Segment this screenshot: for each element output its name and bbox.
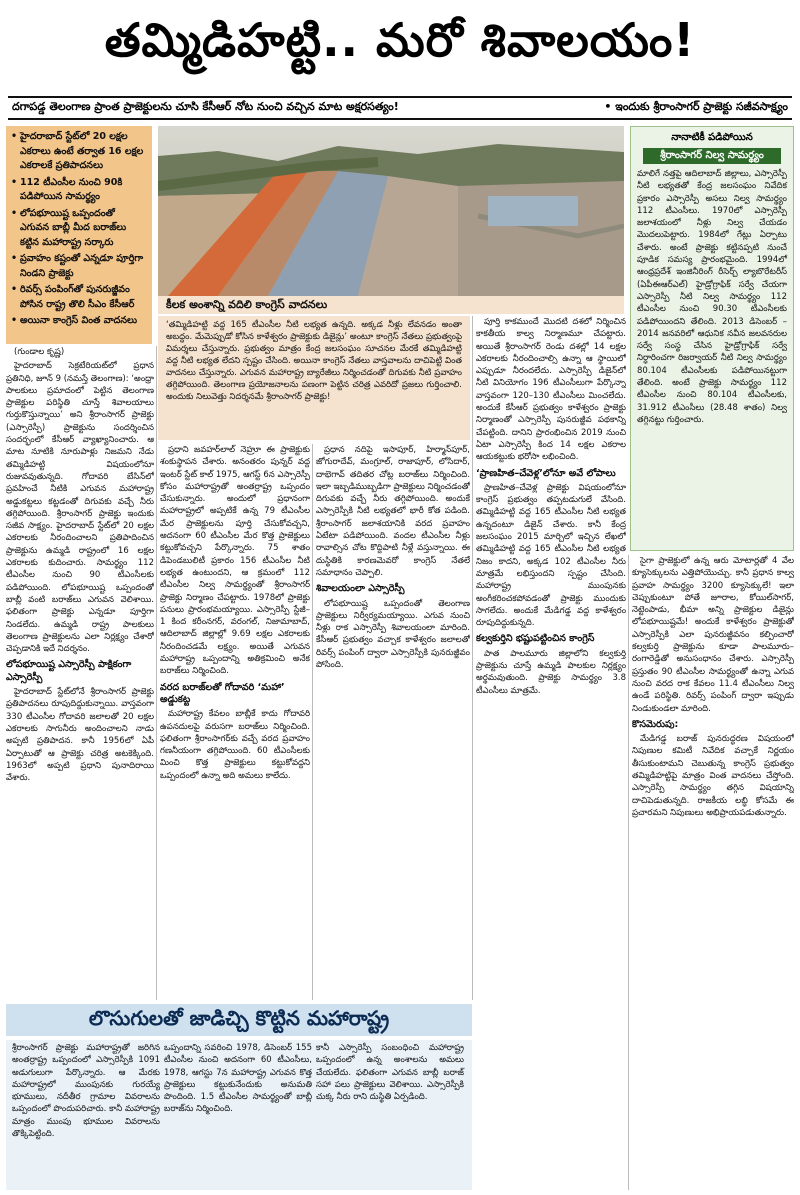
section-heading: లోపభూయిష్ట ఎస్సారెస్పీ పాక్షికంగా ఎస్సారెస్పీ: [6, 659, 132, 683]
bottom-column-2: ఒప్పందాన్ని సవరించి 1978, డిసెంబర్ 155 టీఎంసీల నుంచి అదనంగా 60 టీఎంసీలు, 1978, ఆగస్టు 7న మహారాష్ట్ర ఎగువన కొత్త ప్రాజెక్టులు కట్టుకునేందుకు అనుమతి పొందింది. 1.5 టీఎంసీల సామర్థ్యంతో బాబ్లీ బరాజ్‌ను నిర్మించింది.: [164, 1043, 312, 1115]
section-heading: ‘ప్రాణహిత–చేవెళ్ల’లోనూ అవే లోపాలు: [476, 467, 616, 479]
sidebar-title-line2: శ్రీరాంసాగర్ నిల్వ సామర్థ్యం: [643, 148, 781, 164]
paragraph: (గుండాల కృష్ణ): [14, 347, 65, 357]
sidebar-title-line1: నానాటికీ పడిపోయిన: [671, 132, 753, 143]
highlight-item: • 112 టీఎంసీల నుంచి 90కి పడిపోయిన సామర్థ్యం: [11, 176, 147, 205]
subheadline: [8, 96, 792, 120]
highlight-item: • ప్రవాహం కష్టంతో ఎన్నడూ పూర్తిగా నిండని ప్రాజెక్టు: [11, 252, 147, 281]
paragraph: మహారాష్ట్ర కేవలం బాబ్లీకే కాదు గోదావరి ఉపనదులపై వరుసగా బరాజ్‌లు నిర్మించింది. ఫలితంగా శ్రీరాంసాగర్‌కు వచ్చే వరద ప్రవాహం గణనీయంగా తగ్గిపోయింది. 60 టీఎంసీలకు మించి కొత్త ప్రాజెక్టులు కట్టుకోవద్దని ఒప్పందంలో ఉన్నా అది అమలు కాలేదు.: [160, 709, 310, 781]
bottom-story: [6, 1040, 472, 1190]
bottom-column-1: శ్రీరాంసాగర్ ప్రాజెక్టు మహారాష్ట్రతో జరిగిన అంతర్రాష్ట్ర ఒప్పందంలో ఎస్సారెస్పీకి 1091 అడుగులుగా పేర్కొన్నారు. ఆ మేరకు మహారాష్ట్రలో ముంపునకు గురయ్యే భూములు, నదీతీర గ్రామాల వివరాలను ఒప్పందంలో పొందుపరిచారు. కానీ మహారాష్ట్ర మాత్రం ముంపు భూముల వివరాలను తొక్కిపెట్టింది.: [12, 1043, 160, 1140]
section-heading: కల్వకుర్తిని భష్టుపట్టించిన కాంగ్రెస్: [476, 633, 595, 645]
article-column-1: [6, 346, 154, 1000]
section-heading: కొసమెరుపు:: [632, 718, 679, 730]
paragraph: హైదరాబాద్ స్టేట్‌లోనే శ్రీరాంసాగర్ ప్రాజెక్టు ప్రతిపాదనలు రూపుదిద్దుకున్నాయి. వాస్తవంగా 330 టీఎంసీల గోదావరి జలాలతో 20 లక్షల ఎకరాలకు సాగునీరు అందించాలని నాడు అప్పటి ప్రతిపాదన. కానీ 1956లో ఏపీ ఏర్పాటుతో ఆ ప్రాజెక్టు చరిత్ర అటకెక్కింది. 1963లో అప్పటి ప్రధాని పునాదిరాయి వేశారు.: [6, 687, 154, 784]
headline: తమ్మిడిహట్టి.. మరో శివాలయం!: [104, 13, 696, 67]
photo-box-text: ‘తమ్మిడిహట్టి వద్ద 165 టీఎంసీల నీటి లభ్యత ఉన్నది. అక్కడ నీళ్లు లేవనడం అంతా అబద్ధం. మేమెప్పుడో కోసిన కాళేశ్వరం ప్రాజెక్టుకు డిజైన్లు’ అంటూ కాంగ్రెస్ నేతలు ప్రభుత్వంపై విమర్శలు చేస్తున్నారు. ప్రభుత్వం మాత్రం కేంద్ర జలసంఘం సూచనల మేరకే తమ్మిడిహట్టి వద్ద నీటి లభ్యత లేదని స్పష్టం చేసింది. అయినా కాంగ్రెస్ నేతలు వాస్తవాలను దాచిపెట్టి వింత వాదనలు చేస్తున్నారు. ఎగువన మహారాష్ట్ర బ్యారేజీలు నిర్మించడంతో దిగువకు నీటి ప్రవాహం తగ్గిపోయింది. తెలంగాణ ప్రయోజనాలను పణంగా పెట్టిన చరిత్ర ఎవరిదో ప్రజలు గుర్తించాలి. అందుకు నిలువెత్తు నిదర్శనమే శ్రీరాంసాగర్ ప్రాజెక్టు!: [158, 316, 470, 440]
article-column-3: [316, 444, 470, 1000]
article-column-4: [476, 316, 626, 1190]
paragraph: ప్రధాని జవహర్‌లాల్ నెహ్రూ ఈ ప్రాజెక్టుకు శంకుస్థాపన చేశారు. అనంతరం పున్నర్ వద్ద ఇంటర్ స్టేట్ కాల్ 1975, ఆగస్ట్ 6న ఎస్సారెస్పీ కోసం మహారాష్ట్రతో అంతర్రాష్ట్ర ఒప్పందం చేసుకున్నారు. అందులో ప్రధానంగా మహారాష్ట్రలో అప్పటికే ఉన్న 79 టీఎంసీల మేర ప్రాజెక్టులను పూర్తి చేసుకోవచ్చని, అదనంగా 60 టీఎంసీల మేర కొత్త ప్రాజెక్టులు కట్టుకోవచ్చని పేర్కొన్నారు. 75 శాతం డిపెండబులిటీ ప్రకారం 156 టీఎంసీల నీటి లభ్యత ఉంటుందని, ఆ క్రమంలో 112 టీఎంసీల నిల్వ సామర్థ్యంతో శ్రీరాంసాగర్ ప్రాజెక్టు నిర్మాణం చేపట్టారు. 1978లో ప్రాజెక్టు పనులు ప్రారంభమయ్యాయి. ఎస్సారెస్పీ స్టేజీ–1 కింద కరీంనగర్, వరంగల్, నిజామాబాద్, ఆదిలాబాద్ జిల్లాల్లో 9.69 లక్షల ఎకరాలకు నీరందించడమే లక్ష్యం. అయితే ఎగువన మహారాష్ట్ర ఒప్పందాన్ని అతిక్రమించి అనేక బరాజ్‌లు నిర్మించింది.: [160, 445, 310, 677]
bottom-column-3: కానీ ఎస్సారెస్పీ సంబంధించి మహారాష్ట్ర ఒప్పందంలో ఉన్న అంశాలను అమలు చేయలేదు. ఫలితంగా ఎగువన బాబ్లీ బరాజ్ సహా పలు ప్రాజెక్టులు వెలిశాయి. ఎస్సారెస్పీకి చుక్క నీరు రాని దుస్థితి ఏర్పడింది.: [316, 1043, 464, 1103]
paragraph: పూర్తి కాకముందే మొదటి దశలో నిర్మించిన కాకతీయ కాల్వ నిర్మాణమూ చేపట్టారు. అయితే శ్రీరాంసాగర్ రెండు దశల్లో 14 లక్షల ఎకరాలకు నీరందించాల్సి ఉన్నా ఆ స్థాయిలో ఎప్పుడూ నీరందలేదు. ఎస్సారెస్పీ డిజైన్‌లో నీటి వినియోగం 196 టీఎంసీలుగా పేర్కొన్నా వాస్తవంగా 120–130 టీఎంసీలు మించలేదు. అందుకే కేసీఆర్ ప్రభుత్వం కాళేశ్వరం ప్రాజెక్టు నిర్మాణంతో ఎస్సారెస్పీ పునరుజ్జీవ పథకాన్ని చేపట్టింది. దానిని ప్రారంభించిన 2019 నుంచి ఏటా ఎస్సారెస్పీ కింద 14 లక్షల ఎకరాల ఆయకట్టుకు భరోసా లభించింది.: [476, 317, 626, 463]
article-column-5: [632, 555, 794, 1190]
photo-illustration: [158, 126, 624, 296]
bottom-banner-headline: లొసుగులతో జాడిచ్చి కొట్టిన మహారాష్ట్ర: [6, 1004, 472, 1036]
paragraph: లోపభూయిష్ట ఒప్పందంతో తెలంగాణ ప్రాజెక్టులు నిర్వీర్యమయ్యాయి. ఎగువ నుంచి నీళ్లు రాక ఎస్సారెస్పీ శివాలయంలా మారింది. కేసీఆర్ ప్రభుత్వం వచ్చాక కాళేశ్వరం జలాలతో రివర్స్ పంపింగ్ ద్వారా ఎస్సారెస్పీకి పునరుజ్జీవం పోసింది.: [316, 598, 470, 671]
article-column-2: [160, 444, 310, 1000]
section-heading: శివాలయంలా ఎస్సారెస్పీ: [316, 583, 405, 595]
project-aerial-photo: [158, 126, 624, 296]
highlight-item: • లోపభూయిష్ట ఒప్పందంతో ఎగువన బాబ్లీ మీద బరాజ్‌లు కట్టిన మహారాష్ట్ర సర్కారు: [11, 207, 147, 251]
sidebar-srsp-capacity: [630, 126, 794, 551]
paragraph: సైగా ప్రాజెక్టులో ఉన్న ఆరు మోటార్లతో 4 వేల క్యూసెక్కులను ఎత్తిపోయొచ్చు. కానీ ప్రధాన కాల్వ ప్రవాహ సామర్థ్యం 3200 క్యూసెక్కులే! ఇలా చెప్పుకుంటూ పోతే జూరాల, కోయిల్‌సాగర్, నెట్టెంపాడు, భీమా అన్ని ప్రాజెక్టుల డిజైన్లు లోపభూయిష్టమే! అందుకే కాళేశ్వరం ప్రాజెక్టుతో ఎస్సారెస్పీకి ఎలా పునరుజ్జీవనం కల్పించారో కల్వకుర్తి ప్రాజెక్టును కూడా పాలమూరు–రంగారెడ్డితో అనుసంధానం చేశారు. ఎస్సారెస్పీ ప్రస్తుతం 90 టీఎంసీల సామర్థ్యంతో ఉన్నా ఎగువ నుంచి వరద రాక కేవలం 11.4 టీఎంసీలు నిల్వ ఉండే పరిస్థితి. రివర్స్ పంపింగ్ ద్వారా ఇప్పుడు నిండుకుండలా మారింది.: [632, 556, 794, 714]
paragraph: హైదరాబాద్ సెక్రటేరియట్‌లో ప్రధాన ప్రతినిధి, జూన్ 9 (నమస్తే తెలంగాణ): ‘అంధ్రా పాలకులు ప్రమాదంలో పెట్టిన తెలంగాణ ప్రాజెక్టుల పరిస్థితి చూస్తే శివాలయాలు గుర్తుకొస్తున్నాయి’ అని శ్రీరాంసాగర్ ప్రాజెక్టు (ఎస్సారెస్పీ) ప్రాజెక్టును సందర్శించిన సందర్భంలో కేసీఆర్ వ్యాఖ్యానించారు. ఆ మాట నూటికి నూరుపాళ్లు నిజమని నేడు తమ్మిడిహట్టి విషయంలోనూ రుజువవుతున్నది. గోదావరి బేసిన్‌లో ప్రవహించే నీటికి ఎగువన మహారాష్ట్ర అడ్డుకట్టలు కట్టడంతో దిగువకు వచ్చే నీరు తగ్గిపోయింది. శ్రీరాంసాగర్ ప్రాజెక్టు ఇందుకు సజీవ సాక్ష్యం. హైదరాబాద్ స్టేట్‌లో 20 లక్షల ఎకరాలకు నీరందించాలని ప్రతిపాదించిన ప్రాజెక్టును ఉమ్మడి రాష్ట్రంలో 16 లక్షల ఎకరాలకు కుదించారు. సామర్థ్యం 112 టీఎంసీల నుంచి 90 టీఎంసీలకు పడిపోయింది. లోపభూయిష్ట ఒప్పందంతో బాబ్లీ వంటి బరాజ్‌లు ఎగువన వెలిశాయి. ఫలితంగా ప్రాజెక్టు ఎన్నడూ పూర్తిగా నిండలేదు. ఉమ్మడి రాష్ట్ర పాలకులు తెలంగాణ ప్రాజెక్టులను ఎలా నిర్లక్ష్యం చేశారో చెప్పడానికి ఇదే నిదర్శనం.: [6, 361, 154, 655]
photo-caption: కీలక అంశాన్ని వదిలి కాంగ్రెస్ వాదనలు: [158, 296, 624, 314]
section-heading: వరద బరాజ్‌లతో గోదావరి ‘మహా’ అడ్డుకట్ట: [160, 681, 285, 705]
paragraph: ప్రధాన నదిపై ఇసాపూర్, హిర్మాన్‌పూర్, జోగురాదేవ్, మంగ్రూల్, రాజాపూర్, లోసిదార్, దాభెగావ్ తదితర చోట్ల బరాజ్‌లు నిర్మించింది. ఇలా ఇబ్బడిముబ్బడిగా ప్రాజెక్టులు నిర్మించడంతో దిగువకు వచ్చే నీరు తగ్గిపోయింది. అందుకే ఎస్సారెస్పీకి నీటి లభ్యతలో భారీ కోత పడింది. శ్రీరాంసాగర్ జలాశయానికి వరద ప్రవాహం ఏటేటా పడిపోయింది. వందల టీఎంసీల నీళ్లు రావాల్సిన చోట కొద్దిపాటి నీళ్లే వస్తున్నాయి. ఈ దుస్థితికి కారణమెవరో కాంగ్రెస్ నేతలే సమాధానం చెప్పాలి.: [316, 445, 470, 578]
paragraph: మేడిగడ్డ బరాజ్ పునరుద్ధరణ విషయంలో నిపుణుల కమిటీ నివేదిక వచ్చాకే నిర్ణయం తీసుకుంటామని చెబుతున్న కాంగ్రెస్ ప్రభుత్వం తమ్మిడిహట్టిపై మాత్రం వింత వాదనలు చేస్తోంది. ఎస్సారెస్పీ సామర్థ్యం తగ్గిన విషయాన్ని దాచిపెడుతున్నది. రాజకీయ లబ్ధి కోసమే ఈ ప్రచారమని నిపుణులు అభిప్రాయపడుతున్నారు.: [632, 734, 794, 818]
highlight-item: • హైదరాబాద్ స్టేట్‌లో 20 లక్షల ఎకరాలు ఉంటే తర్వాత 16 లక్షల ఎకరాలకే ప్రతిపాదనలు: [11, 130, 147, 174]
highlight-item: • అయినా కాంగ్రెస్ వింత వాదనలు: [11, 314, 147, 329]
sidebar-title: [637, 131, 787, 164]
sidebar-body: మాలిగే నత్తపై ఆదిలాబాద్ జిల్లాలు, ఎస్సారెస్పీ నీటి లభ్యతతో కేంద్ర జలసంఘం నివేదిక ప్రకారం ఎస్సారెస్పీ అసలు నిల్వ సామర్థ్యం 112 టీఎంసీలు. 1970లో ఎస్సారెస్పీ జలాశయంలో నీళ్లు నిల్వ చేయడం మొదలుపెట్టారు. 1984లో గేట్లు ఏర్పాటు చేశారు. అంటే ప్రాజెక్టు కట్టినప్పటి నుంచే పూడిక సమస్య ప్రారంభమైంది. 1994లో ఆంధ్రప్రదేశ్ ఇంజినీరింగ్ రీసెర్చ్ ల్యాబొరేటరీస్ (ఏపీఈఆర్ఎల్) హైడ్రోగ్రాఫిక్ సర్వే చేయగా ఎస్సారెస్పీ నీటి నిల్వ సామర్థ్యం 112 టీఎంసీల నుంచి 90.30 టీఎంసీలకు పడిపోయిందని తేలింది. 2013 డిసెంబర్ – 2014 జనవరిలో ఆధునిక నవీన జలవనరుల సర్వే సంస్థ చేసిన హైడ్రోగ్రాఫిక్ సర్వే నిర్ధారించగా రిజర్వాయర్ నీటి నిల్వ సామర్థ్యం 80.104 టీఎంసీలకు పడిపోయినట్టుగా తేలింది. అంటే ప్రాజెక్టు సామర్థ్యం 112 టీఎంసీల నుంచి 80.104 టీఎంసీలకు, 31.912 టీఎంసీలు (28.48 శాతం) నిల్వ తగ్గినట్టు గుర్తించారు.: [637, 169, 787, 425]
highlights-box: [6, 126, 152, 344]
subhead-right: • ఇందుకు శ్రీరాంసాగర్ ప్రాజెక్టు సజీవసాక్ష్యం: [604, 100, 788, 113]
paragraph: పాత పాలమూరు జిల్లాలోని కల్వకుర్తి ప్రాజెక్టును చూస్తే ఉమ్మడి పాలకుల నిర్లక్ష్యం అర్థమవుతుంది. ప్రాజెక్టు సామర్థ్యం 3.8 టీఎంసీలు మాత్రమే.: [476, 648, 626, 696]
subhead-left: దగాపడ్డ తెలంగాణ ప్రాంత ప్రాజెక్టులను చూసి కేసీఆర్ నోట నుంచి వచ్చిన మాట అక్షరసత్యం!: [12, 100, 399, 113]
highlight-item: • రివర్స్ పంపింగ్‌తో పునరుజ్జీవం పోసిన రాష్ట్ర తొలి సీఎం కేసీఆర్: [11, 283, 147, 312]
paragraph: ప్రాణహిత–చేవెళ్ల ప్రాజెక్టు విషయంలోనూ కాంగ్రెస్ ప్రభుత్వం తప్పటడుగులే వేసింది. తమ్మిడిహట్టి వద్ద 165 టీఎంసీల నీటి లభ్యత ఉన్నదంటూ డిజైన్ చేశారు. కానీ కేంద్ర జలసంఘం 2015 మార్చిలో ఇచ్చిన లేఖలో తమ్మిడిహట్టి వద్ద 165 టీఎంసీల నీటి లభ్యత నిజం కాదని, అక్కడ 102 టీఎంసీల నీరు మాత్రమే లభిస్తుందని స్పష్టం చేసింది. మహారాష్ట్ర ముంపునకు అంగీకరించకపోవడంతో ప్రాజెక్టు ముందుకు సాగలేదు. అందుకే మేడిగడ్డ వద్ద కాళేశ్వరం రూపుదిద్దుకున్నది.: [476, 482, 626, 629]
